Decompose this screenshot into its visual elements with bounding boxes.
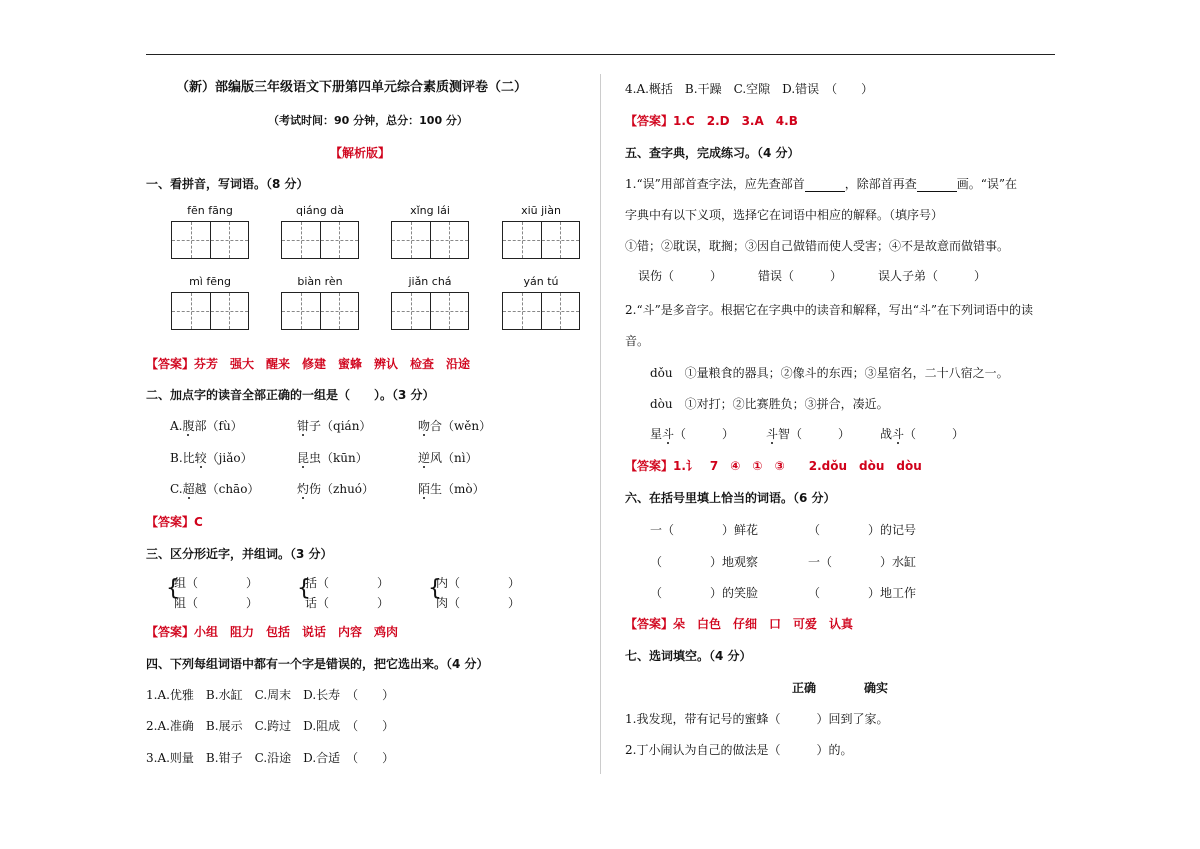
q7-title: 七、选词填空。（4 分） [625,649,752,663]
q5-blank: 错误（ ） [758,269,843,283]
q5-line: ①错；②耽误，耽搁；③因自己做错而使人受害；④不是故意而做错事。 [625,239,1010,253]
writing-grid[interactable] [171,221,249,259]
q7-word: 正确 [792,681,817,695]
q4-answer: 【答案】1.C 2.D 3.A 4.B [625,114,798,128]
q2-option: 钳子（qián） [297,419,372,433]
q5-line: 音。 [625,334,650,348]
q6-item: 一（ ）鲜花 [650,523,759,537]
q5-line: 2.“斗”是多音字。根据它在字典中的读音和解释，写出“斗”在下列词语中的读 [625,303,1033,317]
q5-line: dǒu ①量粮食的器具；②像斗的东西；③星宿名，二十八宿之一。 [650,366,1009,380]
q2-option: A.腹部（fù） [170,419,243,433]
q3-item: 括（ ） [305,576,390,590]
q2-option: C.超越（chāo） [170,482,260,496]
q6-item: （ ）地观察 [650,555,759,569]
q5-blank: 斗智（ ） [766,427,851,441]
writing-grid[interactable] [391,292,469,330]
pinyin-label: qiáng dà [296,204,344,217]
q4-item: 2.A.准确 B.展示 C.跨过 D.阻成 （ ） [146,719,395,733]
q6-answer: 【答案】朵 白色 仔细 口 可爱 认真 [625,617,854,631]
q6-item: （ ）的笑脸 [650,586,759,600]
q3-item: 组（ ） [174,576,259,590]
brace-icon: { [297,576,311,601]
brace-icon: { [166,576,180,601]
q3-item: 话（ ） [305,596,390,610]
writing-grid[interactable] [171,292,249,330]
q1-title: 一、看拼音，写词语。（8 分） [146,177,309,191]
writing-grid[interactable] [281,221,359,259]
q3-answer: 【答案】小组 阻力 包括 说话 内容 鸡肉 [146,625,399,639]
q4-title: 四、下列每组词语中都有一个字是错误的，把它选出来。（4 分） [146,657,489,671]
q3-item: 肉（ ） [436,596,521,610]
q4-item: 4.A.概括 B.干躁 C.空隙 D.错误 （ ） [625,82,874,96]
exam-info: （考试时间：90 分钟，总分：100 分） [268,114,468,127]
column-divider [600,74,601,774]
q7-word: 确实 [864,681,889,695]
q4-item: 3.A.则量 B.钳子 C.沿途 D.合适 （ ） [146,751,395,765]
q2-option: B.比较（jiǎo） [170,451,253,465]
q3-item: 阻（ ） [174,596,259,610]
q7-item: 2.丁小闹认为自己的做法是（ ）的。 [625,743,853,757]
q2-option: 吻合（wěn） [418,419,492,433]
q7-item: 1.我发现，带有记号的蜜蜂（ ）回到了家。 [625,712,889,726]
q6-item: （ ）的记号 [808,523,917,537]
page-title: （新）部编版三年级语文下册第四单元综合素质测评卷（二） [176,80,528,95]
q5-line: 字典中有以下义项，选择它在词语中相应的解释。（填序号） [625,208,944,222]
q5-blank: 战斗（ ） [880,427,965,441]
q2-title: 二、加点字的读音全部正确的一组是（ ）。（3 分） [146,388,435,402]
q5-title: 五、查字典，完成练习。（4 分） [625,146,800,160]
q1-answer: 【答案】芬芳 强大 醒来 修建 蜜蜂 辨认 检查 沿途 [146,357,471,371]
writing-grid[interactable] [281,292,359,330]
q2-option: 灼伤（zhuó） [297,482,375,496]
q4-item: 1.A.优雅 B.水缸 C.周末 D.长寿 （ ） [146,688,395,702]
pinyin-label: mì fēng [189,275,231,288]
header-rule [146,54,1055,55]
q2-answer: 【答案】C [146,515,203,529]
pinyin-label: fēn fāng [187,204,233,217]
writing-grid[interactable] [391,221,469,259]
q5-blank: 误人子弟（ ） [878,269,987,283]
pinyin-label: yán tú [523,275,559,288]
pinyin-label: xiū jiàn [521,204,561,217]
q6-title: 六、在括号里填上恰当的词语。（6 分） [625,491,836,505]
brace-icon: { [428,576,442,601]
writing-grid[interactable] [502,292,580,330]
version-label: 【解析版】 [330,146,391,160]
pinyin-label: biàn rèn [297,275,343,288]
q6-item: （ ）地工作 [808,586,917,600]
q5-line: 1.“误”用部首查字法，应先查部首 ，除部首再查 画。“误”在 [625,177,1018,191]
q5-line: dòu ①对打；②比赛胜负；③拼合，凑近。 [650,397,889,411]
writing-grid[interactable] [502,221,580,259]
q2-option: 陌生（mò） [418,482,485,496]
q3-item: 内（ ） [436,576,521,590]
pinyin-label: jiǎn chá [408,275,452,288]
q5-blank: 星斗（ ） [650,427,735,441]
q5-blank: 误伤（ ） [638,269,723,283]
q6-item: 一（ ）水缸 [808,555,917,569]
pinyin-label: xǐng lái [410,204,450,217]
q2-option: 昆虫（kūn） [297,451,368,465]
q5-answer: 【答案】1.讠 7 ④ ① ③ 2.dǒu dòu dòu [625,459,922,473]
q2-option: 逆风（nì） [418,451,478,465]
q3-title: 三、区分形近字，并组词。（3 分） [146,547,333,561]
